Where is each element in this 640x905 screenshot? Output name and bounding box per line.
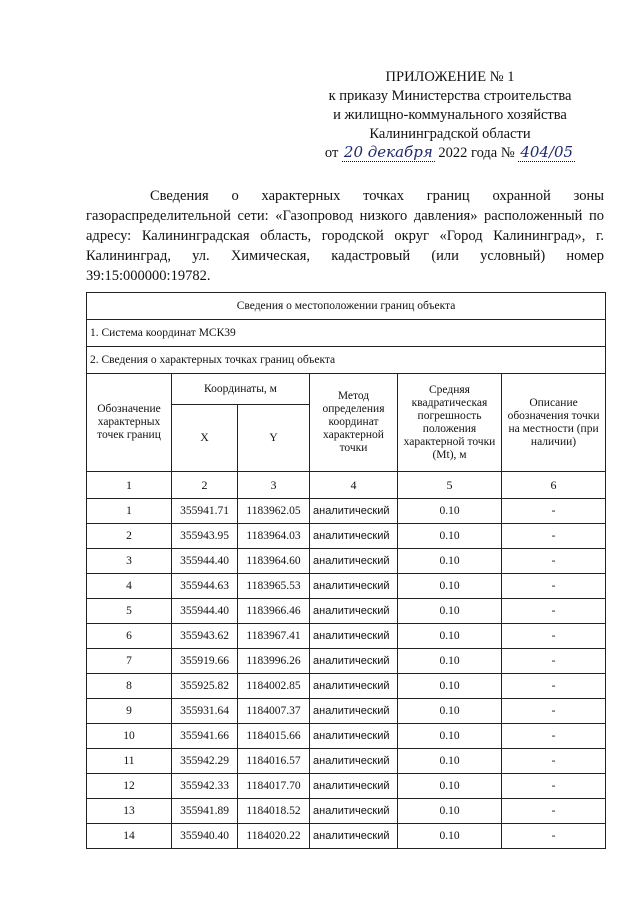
handwritten-date: 20 декабря <box>343 143 433 161</box>
description-cell: - <box>502 524 606 549</box>
y-coordinate-cell: 1184020.22 <box>238 824 310 849</box>
table-row <box>87 499 606 524</box>
table-row <box>87 574 606 599</box>
error-cell: 0.10 <box>398 574 502 599</box>
method-cell: аналитический <box>310 824 398 849</box>
description-cell: - <box>502 624 606 649</box>
error-cell: 0.10 <box>398 724 502 749</box>
column-number: 6 <box>502 472 606 499</box>
description-cell: - <box>502 574 606 599</box>
description-cell: - <box>502 549 606 574</box>
description-cell: - <box>502 824 606 849</box>
order-date-line <box>290 144 610 163</box>
point-id-cell: 7 <box>87 649 172 674</box>
method-cell: аналитический <box>310 799 398 824</box>
method-cell: аналитический <box>310 774 398 799</box>
method-cell: аналитический <box>310 624 398 649</box>
header-error: Средняя квадратическая погрешность положения характерной точки (Mt), м <box>398 374 502 472</box>
error-cell: 0.10 <box>398 749 502 774</box>
date-prefix: от <box>324 145 339 161</box>
x-coordinate-cell: 355919.66 <box>172 649 238 674</box>
table-row <box>87 774 606 799</box>
point-id-cell: 5 <box>87 599 172 624</box>
x-coordinate-cell: 355925.82 <box>172 674 238 699</box>
y-coordinate-cell: 1183965.53 <box>238 574 310 599</box>
table-row <box>87 749 606 774</box>
method-cell: аналитический <box>310 499 398 524</box>
method-cell: аналитический <box>310 724 398 749</box>
y-coordinate-cell: 1183964.60 <box>238 549 310 574</box>
appendix-title: ПРИЛОЖЕНИЕ № 1 <box>385 69 515 85</box>
x-coordinate-cell: 355941.89 <box>172 799 238 824</box>
point-id-cell: 4 <box>87 574 172 599</box>
point-id-cell: 3 <box>87 549 172 574</box>
point-id-cell: 12 <box>87 774 172 799</box>
y-coordinate-cell: 1183996.26 <box>238 649 310 674</box>
error-cell: 0.10 <box>398 524 502 549</box>
appendix-header <box>290 68 610 163</box>
header-coordinates: Координаты, м <box>172 374 310 405</box>
date-year: 2022 года № <box>438 145 515 161</box>
point-id-cell: 11 <box>87 749 172 774</box>
table-row <box>87 524 606 549</box>
description-cell: - <box>502 799 606 824</box>
table-row <box>87 724 606 749</box>
y-coordinate-cell: 1184015.66 <box>238 724 310 749</box>
x-coordinate-cell: 355943.62 <box>172 624 238 649</box>
header-method: Метод определения координат характерной точки <box>310 374 398 472</box>
column-number: 4 <box>310 472 398 499</box>
table-row <box>87 699 606 724</box>
method-cell: аналитический <box>310 699 398 724</box>
handwritten-order-number: 404/05 <box>520 143 574 161</box>
column-number: 1 <box>87 472 172 499</box>
description-cell: - <box>502 499 606 524</box>
x-coordinate-cell: 355944.63 <box>172 574 238 599</box>
method-cell: аналитический <box>310 524 398 549</box>
header-x: X <box>172 405 238 472</box>
x-coordinate-cell: 355942.33 <box>172 774 238 799</box>
description-cell: - <box>502 724 606 749</box>
error-cell: 0.10 <box>398 549 502 574</box>
method-cell: аналитический <box>310 599 398 624</box>
boundary-points-table <box>86 292 606 849</box>
header-point: Обозначение характерных точек границ <box>87 374 172 472</box>
table-row <box>87 624 606 649</box>
error-cell: 0.10 <box>398 824 502 849</box>
description-cell: - <box>502 749 606 774</box>
x-coordinate-cell: 355942.29 <box>172 749 238 774</box>
column-number: 5 <box>398 472 502 499</box>
table-row <box>87 549 606 574</box>
x-coordinate-cell: 355944.40 <box>172 599 238 624</box>
point-id-cell: 2 <box>87 524 172 549</box>
error-cell: 0.10 <box>398 499 502 524</box>
description-cell: - <box>502 599 606 624</box>
y-coordinate-cell: 1184018.52 <box>238 799 310 824</box>
point-id-cell: 6 <box>87 624 172 649</box>
method-cell: аналитический <box>310 749 398 774</box>
y-coordinate-cell: 1184017.70 <box>238 774 310 799</box>
point-id-cell: 9 <box>87 699 172 724</box>
point-id-cell: 14 <box>87 824 172 849</box>
point-id-cell: 10 <box>87 724 172 749</box>
description-cell: - <box>502 774 606 799</box>
error-cell: 0.10 <box>398 699 502 724</box>
x-coordinate-cell: 355941.71 <box>172 499 238 524</box>
description-cell: - <box>502 674 606 699</box>
y-coordinate-cell: 1184007.37 <box>238 699 310 724</box>
y-coordinate-cell: 1183966.46 <box>238 599 310 624</box>
coordinate-system: 1. Система координат МСК39 <box>87 320 606 347</box>
method-cell: аналитический <box>310 574 398 599</box>
description-cell: - <box>502 649 606 674</box>
appendix-line-1: к приказу Министерства строительства <box>328 88 572 104</box>
y-coordinate-cell: 1184002.85 <box>238 674 310 699</box>
point-id-cell: 8 <box>87 674 172 699</box>
header-y: Y <box>238 405 310 472</box>
x-coordinate-cell: 355943.95 <box>172 524 238 549</box>
point-id-cell: 13 <box>87 799 172 824</box>
y-coordinate-cell: 1183964.03 <box>238 524 310 549</box>
error-cell: 0.10 <box>398 599 502 624</box>
table-row <box>87 599 606 624</box>
error-cell: 0.10 <box>398 624 502 649</box>
method-cell: аналитический <box>310 649 398 674</box>
appendix-line-2: и жилищно-коммунального хозяйства <box>333 107 567 123</box>
header-description: Описание обозначения точки на местности (при наличии) <box>502 374 606 472</box>
x-coordinate-cell: 355940.40 <box>172 824 238 849</box>
x-coordinate-cell: 355941.66 <box>172 724 238 749</box>
table-row <box>87 799 606 824</box>
x-coordinate-cell: 355944.40 <box>172 549 238 574</box>
point-id-cell: 1 <box>87 499 172 524</box>
method-cell: аналитический <box>310 549 398 574</box>
y-coordinate-cell: 1183962.05 <box>238 499 310 524</box>
intro-paragraph: Сведения о характерных точках границ охранной зоны газораспределительной сети: «Газопровод низкого давления» расположенный по адресу: Калининградская область, городской округ «Город Калининград», г. Калининград, ул. Химическая, кадастровый (или условный) номер 39:15:000000:19782. <box>86 188 604 284</box>
appendix-line-3: Калининградской области <box>369 126 531 142</box>
y-coordinate-cell: 1184016.57 <box>238 749 310 774</box>
method-cell: аналитический <box>310 674 398 699</box>
table-row <box>87 824 606 849</box>
error-cell: 0.10 <box>398 799 502 824</box>
error-cell: 0.10 <box>398 674 502 699</box>
points-section-title: 2. Сведения о характерных точках границ объекта <box>87 347 606 374</box>
column-number: 3 <box>238 472 310 499</box>
y-coordinate-cell: 1183967.41 <box>238 624 310 649</box>
error-cell: 0.10 <box>398 774 502 799</box>
column-number: 2 <box>172 472 238 499</box>
error-cell: 0.10 <box>398 649 502 674</box>
section-title: Сведения о местоположении границ объекта <box>87 293 606 320</box>
x-coordinate-cell: 355931.64 <box>172 699 238 724</box>
description-cell: - <box>502 699 606 724</box>
table-row <box>87 674 606 699</box>
table-row <box>87 649 606 674</box>
